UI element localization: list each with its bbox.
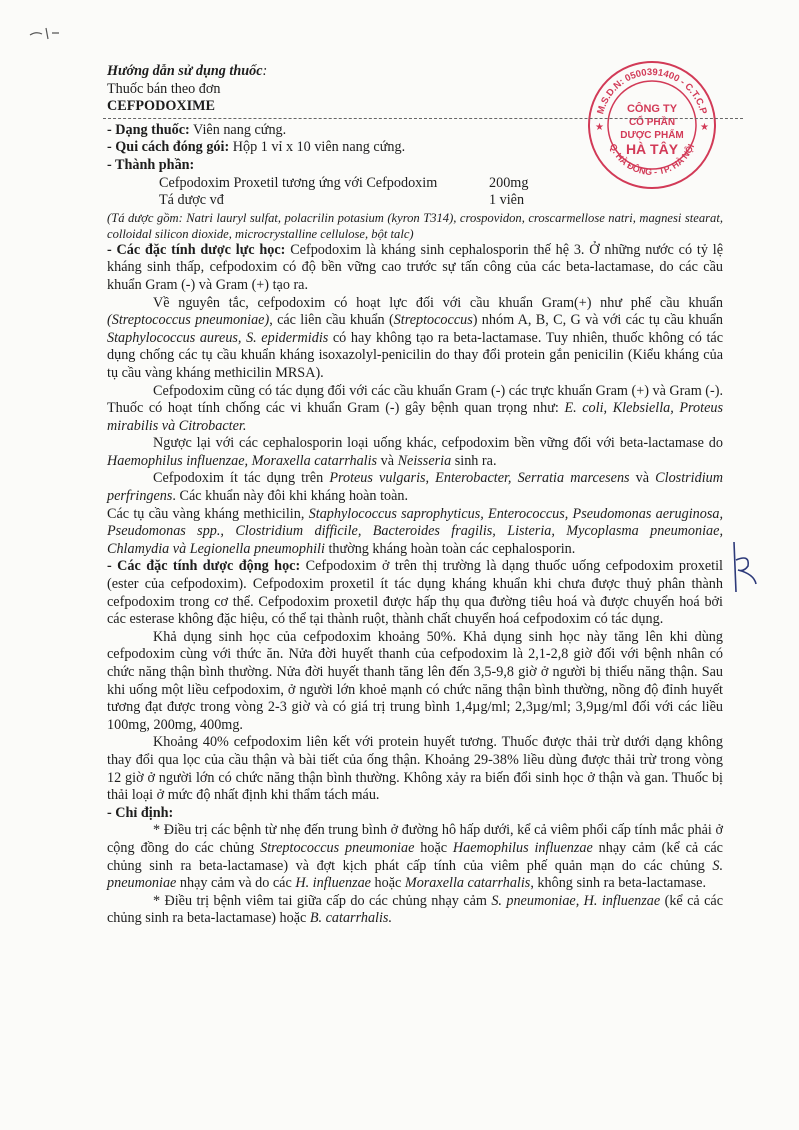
seal-line-2: CỔ PHẦN	[628, 117, 676, 128]
pharmacokinetics-p3: Khoảng 40% cefpodoxim liên kết với protein huyết tương. Thuốc được thải trừ dưới dạng không thay đổi qua lọc của cầu thận và bài tiết của ống thận. Khoảng 29-38% liều dùng được thải trừ trong vòng 12 giờ ở người lớn có chức năng thận bình thường. Không xảy ra biến đổi sinh học ở thận và gan. Thuốc bị thải loại ở mức độ nhất định khi thẩm tách máu.	[107, 734, 723, 804]
excipients-note: (Tá dược gồm: Natri lauryl sulfat, polacrilin potasium (kyron T314), crospovidon, croscarmellose natri, magnesi stearat, colloidal silicon dioxide, microcrystalline cellulose, bột talc)	[107, 210, 723, 241]
pharmacodynamics-p2: Về nguyên tắc, cefpodoxim có hoạt lực đối với cầu khuẩn Gram(+) như phế cầu khuẩn (Streptococcus pneumoniae), các liên cầu khuẩn (Streptococcus) nhóm A, B, C, G và với các tụ cầu khuẩn Staphylococcus aureus, S. epidermidis có hay không tạo ra beta-lactamase. Tuy nhiên, thuốc không có tác dụng chống các tụ cầu khuẩn kháng isoxazolyl-penicilin do thay đổi protein gắn penicilin (Kiểu kháng của tụ cầu vàng kháng methicilin MRSA).	[107, 294, 723, 381]
pharmacodynamics-p5: Cefpodoxim ít tác dụng trên Proteus vulgaris, Enterobacter, Serratia marcesens và Clostridium perfringens. Các khuẩn này đôi khi kháng hoàn toàn.	[107, 470, 723, 505]
svg-text:★: ★	[700, 122, 709, 133]
composition-row-1: Cefpodoxim Proxetil tương ứng với Cefpodoxim 200mg	[159, 174, 529, 191]
indications-heading: - Chỉ định:	[107, 804, 174, 821]
pharmacodynamics-p3: Cefpodoxim cũng có tác dụng đối với các cầu khuẩn Gram (-) các trực khuẩn Gram (+) và Gram (-). Thuốc có hoạt tính chống các vi khuẩn Gram (-) gây bệnh quan trọng như: E. coli, Klebsiella, Proteus mirabilis và Citrobacter.	[107, 382, 723, 434]
seal-line-1: CÔNG TY	[626, 103, 678, 115]
header-divider	[103, 118, 743, 119]
pharmacodynamics-p1: - Các đặc tính dược lực học: Cefpodoxim là kháng sinh cephalosporin thế hệ 3. Ở những nước có tỷ lệ kháng sinh thấp, cefpodoxim có độ bền vững cao trước sự tấn công của các beta-lactamase, do các cầu khuẩn Gram (-) và Gram (+) tạo ra.	[107, 241, 724, 293]
seal-ring-top-text: M.S.D.N: 0500391400 - C.T.C.P	[595, 66, 709, 116]
drug-name: CEFPODOXIME	[107, 98, 215, 115]
seal-line-4: HÀ TÂY	[625, 141, 679, 157]
svg-text:★: ★	[595, 122, 604, 133]
seal-ring-bottom-text: Q. HÀ ĐÔNG - TP. HÀ NỘI	[607, 142, 697, 178]
pharmacokinetics-p1: - Các đặc tính dược động học: Cefpodoxim ở trên thị trường là dạng thuốc uống cefpodoxim proxetil (ester của cefpodoxim). Cefpodoxim proxetil ít tác dụng kháng khuẩn khi chưa được thuỷ phân thành cefpodoxim trong cơ thể. Cefpodoxim proxetil được hấp thụ qua đường tiêu hoá và được chuyển hoá bởi các esterase không đặc hiệu, có thể tại thành ruột, thành chất chuyển hoá cefpodoxim có tác dụng.	[107, 558, 723, 628]
dosage-form-line: - Dạng thuốc: Viên nang cứng.	[107, 121, 287, 138]
rx-note: Thuốc bán theo đơn	[107, 80, 221, 97]
corner-handwritten-mark	[28, 22, 62, 47]
document-body: Hướng dẫn sử dụng thuốc: Thuốc bán theo đơn CEFPODOXIME - Dạng thuốc: Viên nang cứng. - Qui cách đóng gói: Hộp 1 vỉ x 10 viên nang cứng. - Thành phần: Cefpodoxim Proxetil tương ứng với Cefpodoxim 200mg Tá dược vđ 1 viên (Tá dược gồm: Natri lauryl sulfat, polacrilin potasium (kyron T314), crospovidon, croscarmellose natri, magnesi stearat, colloidal silicon dioxide, microcrystalline cellulose, bột talc) - Các đặc tính dược lực học: Cefpodoxim là kháng sinh cephalosporin thế hệ 3. Ở những nước có tỷ lệ kháng sinh thấp, cefpodoxim có độ bền vững cao trước sự tấn công của các beta-lactamase, do các cầu khuẩn Gram (-) và Gram (+) tạo ra. Về nguyên tắc, cefpodoxim có hoạt lực đối với cầu khuẩn Gram(+) như phế cầu khuẩn (Streptococcus pneumoniae), các liên cầu khuẩn (Streptococcus) nhóm A, B, C, G và với các tụ cầu khuẩn Staphylococcus aureus, S. epidermidis có hay không tạo ra beta-lactamase. Tuy nhiên, thuốc không có tác dụng chống các tụ cầu khuẩn kháng isoxazolyl-penicilin do thay đổi protein gắn penicilin (Kiểu kháng của tụ cầu vàng kháng methicilin MRSA). Cefpodoxim cũng có tác dụng đối với các cầu khuẩn Gram (-) các trực khuẩn Gram (+) và Gram (-). Thuốc có hoạt tính chống các vi khuẩn Gram (-) gây bệnh quan trọng như: E. coli, Klebsiella, Proteus mirabilis và Citrobacter. Ngược lại với các cephalosporin loại uống khác, cefpodoxim bền vững đối với beta-lactamase do Haemophilus influenzae, Moraxella catarrhalis và Neisseria sinh ra. Cefpodoxim ít tác dụng trên Proteus vulgaris, Enterobacter, Serratia marcesens và Clostridium perfringens. Các khuẩn này đôi khi kháng hoàn toàn. Các tụ cầu vàng kháng methicilin, Staphylococcus saprophyticus, Enterococcus, Pseudomonas aeruginosa, Pseudomonas spp., Clostridium difficile, Bacteroides fragilis, Listeria, Mycoplasma pneumoniae, Chlamydia và Legionella pneumophili thường kháng hoàn toàn các cephalosporin. - Các đặc tính dược động học: Cefpodoxim ở trên thị trường là dạng thuốc uống cefpodoxim proxetil (ester của cefpodoxim). Cefpodoxim proxetil ít tác dụng kháng khuẩn khi chưa được thuỷ phân thành cefpodoxim trong cơ thể. Cefpodoxim proxetil được hấp thụ qua đường tiêu hoá và được chuyển hoá bởi các esterase không đặc hiệu, có thể tại thành ruột, thành chất chuyển hoá cefpodoxim có tác dụng. Khả dụng sinh học của cefpodoxim khoảng 50%. Khả dụng sinh học này tăng lên khi dùng cefpodoxim cùng với thức ăn. Nửa đời huyết thanh của cefpodoxim là 2,1-2,8 giờ đối với bệnh nhân có chức năng thận bình thường. Nửa đời huyết thanh tăng lên đến 3,5-9,8 giờ ở người bị thiểu năng thận. Sau khi uống một liều cefpodoxim, ở người lớn khoẻ mạnh có chức năng thận bình thường, nồng độ đỉnh huyết tương đạt được trong vòng 2-3 giờ và có giá trị trung bình 1,4µg/ml; 2,3µg/ml; 3,9µg/ml đối với các liều 100mg, 200mg, 400mg. Khoảng 40% cefpodoxim liên kết với protein huyết tương. Thuốc được thải trừ dưới dạng không thay đổi qua lọc của cầu thận và bài tiết của ống thận. Khoảng 29-38% liều dùng được thải trừ trong vòng 12 giờ ở người lớn có chức năng thận bình thường. Không xảy ra biến đổi sinh học ở thận và gan. Thuốc bị thải loại ở mức độ nhất định khi thẩm tách máu. - Chỉ định: * Điều trị các bệnh từ nhẹ đến trung bình ở đường hô hấp dưới, kể cả viêm phổi cấp tính mắc phải ở cộng đồng do các chủng Streptococcus pneumoniae hoặc Haemophilus influenzae nhạy cảm (kể cả các chủng sinh ra beta-lactamase) và đợt kịch phát cấp tính của viêm phế quản mạn do các chủng S. pneumoniae nhạy cảm và do các H. influenzae hoặc Moraxella catarrhalis, không sinh ra beta-lactamase. * Điều trị bệnh viêm tai giữa cấp do các chủng nhạy cảm S. pneumoniae, H. influenzae (kể cả các chủng sinh ra beta-lactamase) hoặc B. catarrhalis.	[107, 63, 723, 928]
pharmacodynamics-p6: Các tụ cầu vàng kháng methicilin, Staphylococcus saprophyticus, Enterococcus, Pseudomonas aeruginosa, Pseudomonas spp., Clostridium difficile, Bacteroides fragilis, Listeria, Mycoplasma pneumoniae, Chlamydia và Legionella pneumophili thường kháng hoàn toàn các cephalosporin.	[107, 505, 723, 557]
indication-item-1: * Điều trị các bệnh từ nhẹ đến trung bình ở đường hô hấp dưới, kể cả viêm phổi cấp tính mắc phải ở cộng đồng do các chủng Streptococcus pneumoniae hoặc Haemophilus influenzae nhạy cảm (kể cả các chủng sinh ra beta-lactamase) và đợt kịch phát cấp tính của viêm phế quản mạn do các chủng S. pneumoniae nhạy cảm và do các H. influenzae hoặc Moraxella catarrhalis, không sinh ra beta-lactamase.	[107, 822, 723, 892]
indication-item-2: * Điều trị bệnh viêm tai giữa cấp do các chủng nhạy cảm S. pneumoniae, H. influenzae (kể cả các chủng sinh ra beta-lactamase) hoặc B. catarrhalis.	[107, 892, 723, 927]
composition-heading: - Thành phần:	[107, 156, 195, 173]
pharmacokinetics-p2: Khả dụng sinh học của cefpodoxim khoảng 50%. Khả dụng sinh học này tăng lên khi dùng cefpodoxim cùng với thức ăn. Nửa đời huyết thanh của cefpodoxim là 2,1-2,8 giờ đối với bệnh nhân có chức năng thận bình thường. Nửa đời huyết thanh tăng lên đến 3,5-9,8 giờ ở người bị thiểu năng thận. Sau khi uống một liều cefpodoxim, ở người lớn khoẻ mạnh có chức năng thận bình thường, nồng độ đỉnh huyết tương đạt được trong vòng 2-3 giờ và có giá trị trung bình 1,4µg/ml; 2,3µg/ml; 3,9µg/ml đối với các liều 100mg, 200mg, 400mg.	[107, 628, 723, 733]
guide-title: Hướng dẫn sử dụng thuốc	[107, 63, 263, 79]
seal-line-3: DƯỢC PHẨM	[620, 130, 684, 141]
packaging-line: - Qui cách đóng gói: Hộp 1 vỉ x 10 viên nang cứng.	[107, 139, 406, 156]
signature-mark	[726, 540, 766, 600]
pharmacodynamics-p4: Ngược lại với các cephalosporin loại uống khác, cefpodoxim bền vững đối với beta-lactamase do Haemophilus influenzae, Moraxella catarrhalis và Neisseria sinh ra.	[107, 435, 723, 469]
composition-row-2: Tá dược vđ 1 viên	[159, 192, 525, 209]
